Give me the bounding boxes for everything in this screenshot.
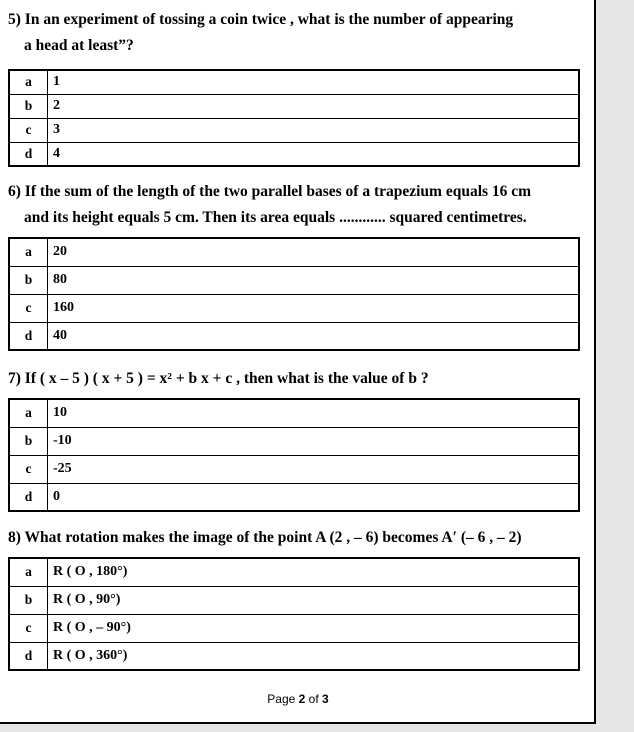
option-value: R ( O , 90°)	[48, 586, 580, 614]
question-6	[8, 182, 531, 228]
option-row[interactable]	[9, 558, 579, 586]
option-letter: d	[9, 642, 48, 670]
option-letter: d	[9, 483, 48, 511]
total-pages-number: 3	[322, 692, 329, 706]
option-letter: c	[9, 614, 48, 642]
option-value: R ( O , 180°)	[48, 558, 580, 586]
option-value: -10	[48, 427, 580, 455]
option-value: 80	[48, 266, 580, 294]
option-letter: b	[9, 266, 48, 294]
option-letter: a	[9, 238, 48, 266]
option-row[interactable]	[9, 94, 579, 118]
option-value: 20	[48, 238, 580, 266]
option-value: R ( O , 360°)	[48, 642, 580, 670]
question-6-text-line1: 6) If the sum of the length of the two parallel bases of a trapezium equals 16 cm	[8, 183, 532, 200]
option-letter: b	[9, 586, 48, 614]
question-8-options-table	[8, 557, 580, 671]
option-row[interactable]	[9, 238, 579, 266]
question-8-text-line1: 8) What rotation makes the image of the point A (2 , – 6) becomes A′ (– 6 , – 2)	[8, 529, 522, 546]
option-letter: b	[9, 94, 48, 118]
option-value: 2	[48, 94, 580, 118]
of-word: of	[308, 692, 319, 706]
option-row[interactable]	[9, 70, 579, 94]
option-row[interactable]	[9, 586, 579, 614]
question-5	[8, 10, 513, 56]
option-value: 1	[48, 70, 580, 94]
option-row[interactable]	[9, 399, 579, 427]
question-5-text-line1: 5) In an experiment of tossing a coin twice , what is the number of appearing	[8, 11, 514, 28]
option-letter: d	[9, 142, 48, 166]
option-letter: a	[9, 558, 48, 586]
question-6-text-line2: and its height equals 5 cm. Then its area equals ............ squared centimetres.	[24, 209, 527, 226]
page-word: Page	[267, 692, 296, 706]
option-letter: d	[9, 322, 48, 350]
option-value: -25	[48, 455, 580, 483]
option-value: 0	[48, 483, 580, 511]
option-row[interactable]	[9, 266, 579, 294]
option-value: 40	[48, 322, 580, 350]
option-row[interactable]	[9, 427, 579, 455]
question-8	[8, 528, 522, 548]
option-letter: c	[9, 455, 48, 483]
question-7-options-table	[8, 398, 580, 512]
question-7	[8, 369, 429, 389]
scrollbar-track[interactable]	[623, 0, 634, 732]
option-row[interactable]	[9, 322, 579, 350]
option-row[interactable]	[9, 118, 579, 142]
option-value: R ( O , – 90°)	[48, 614, 580, 642]
option-letter: a	[9, 399, 48, 427]
option-value: 4	[48, 142, 580, 166]
option-value: 3	[48, 118, 580, 142]
option-row[interactable]	[9, 642, 579, 670]
question-5-options-table	[8, 69, 580, 167]
option-row[interactable]	[9, 294, 579, 322]
question-5-text-line2: a head at least”?	[24, 37, 134, 54]
page-footer	[0, 692, 596, 706]
option-row[interactable]	[9, 455, 579, 483]
option-row[interactable]	[9, 483, 579, 511]
option-value: 160	[48, 294, 580, 322]
option-letter: c	[9, 294, 48, 322]
option-row[interactable]	[9, 142, 579, 166]
option-letter: a	[9, 70, 48, 94]
option-row[interactable]	[9, 614, 579, 642]
question-6-options-table	[8, 237, 580, 351]
option-letter: c	[9, 118, 48, 142]
option-letter: b	[9, 427, 48, 455]
option-value: 10	[48, 399, 580, 427]
question-7-text-line1: 7) If ( x – 5 ) ( x + 5 ) = x² + b x + c , then what is the value of b ?	[8, 370, 429, 387]
current-page-number: 2	[298, 692, 306, 706]
